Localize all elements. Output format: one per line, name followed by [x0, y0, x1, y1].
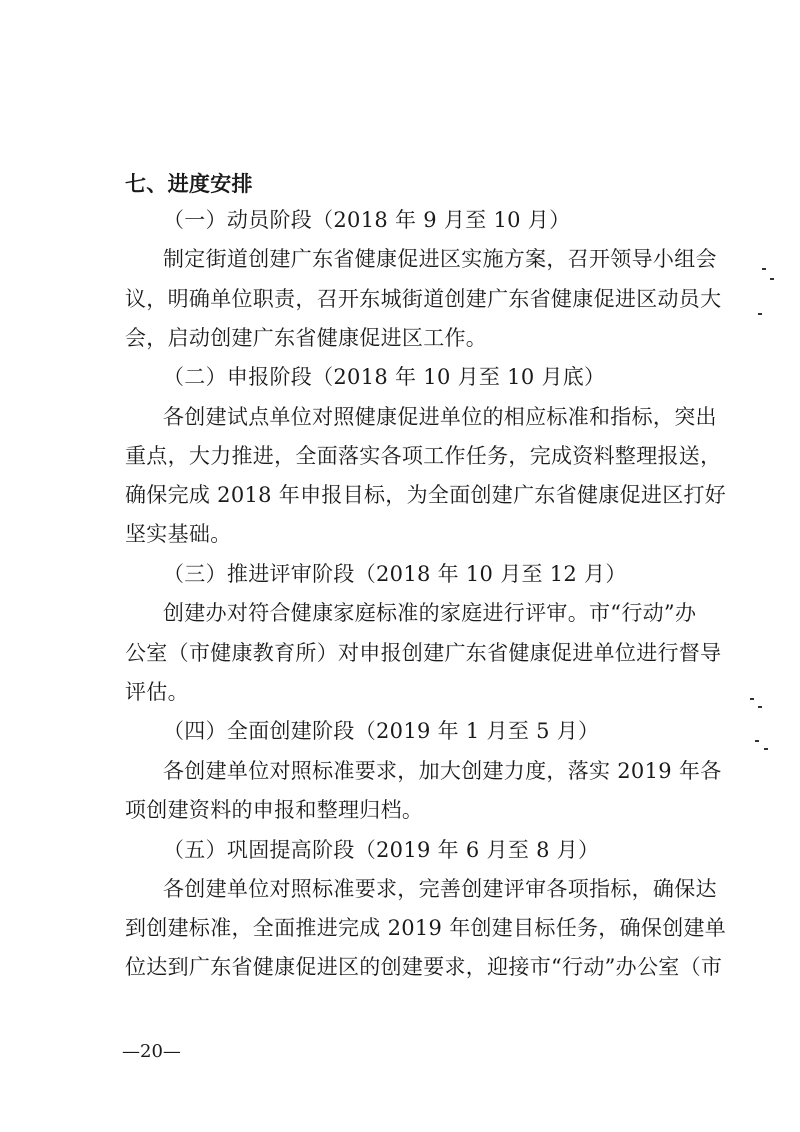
stage-4-line-2: 项创建资料的申报和整理归档。	[125, 798, 424, 822]
stage-2-line-4: 坚实基础。	[125, 522, 232, 546]
stage-3-line-1: 创建办对符合健康家庭标准的家庭进行评审。市“行动”办	[163, 601, 697, 625]
scan-speck	[758, 706, 762, 708]
stage-4-line-1: 各创建单位对照标准要求，加大创建力度，落实 2019 年各	[163, 759, 722, 783]
scan-speck	[770, 278, 774, 280]
stage-1-heading: （一）动员阶段（2018 年 9 月至 10 月）	[163, 208, 571, 232]
stage-1-line-1: 制定街道创建广东省健康促进区实施方案，召开领导小组会	[163, 247, 717, 271]
stage-4-heading: （四）全面创建阶段（2019 年 1 月至 5 月）	[163, 719, 600, 743]
stage-2-line-3: 确保完成 2018 年申报目标，为全面创建广东省健康促进区打好	[125, 483, 727, 507]
stage-5-line-3: 位达到广东省健康促进区的创建要求，迎接市“行动”办公室（市	[125, 955, 723, 979]
stage-3-heading: （三）推进评审阶段（2018 年 10 月至 12 月）	[163, 562, 627, 586]
scan-speck	[750, 698, 754, 700]
scan-speck	[758, 313, 762, 315]
stage-1-line-3: 会，启动创建广东省健康促进区工作。	[125, 326, 488, 350]
stage-5-line-2: 到创建标准，全面推进完成 2019 年创建目标任务，确保创建单	[125, 916, 727, 940]
stage-3-line-2: 公室（市健康教育所）对申报创建广东省健康促进单位进行督导	[125, 641, 722, 665]
stage-1-line-2: 议，明确单位职责，召开东城街道创建广东省健康促进区动员大	[125, 287, 722, 311]
page-number: —20—	[122, 1041, 181, 1062]
stage-3-line-3: 评估。	[125, 680, 189, 704]
section-title: 七、进度安排	[125, 171, 253, 196]
scan-speck	[755, 740, 759, 742]
stage-5-heading: （五）巩固提高阶段（2019 年 6 月至 8 月）	[163, 838, 600, 862]
stage-2-line-2: 重点，大力推进，全面落实各项工作任务，完成资料整理报送，	[125, 444, 722, 468]
stage-2-heading: （二）申报阶段（2018 年 10 月至 10 月底）	[163, 365, 606, 389]
stage-5-line-1: 各创建单位对照标准要求，完善创建评审各项指标，确保达	[163, 877, 717, 901]
scan-speck	[762, 268, 766, 270]
scan-speck	[764, 748, 768, 750]
stage-2-line-1: 各创建试点单位对照健康促进单位的相应标准和指标，突出	[163, 405, 717, 429]
